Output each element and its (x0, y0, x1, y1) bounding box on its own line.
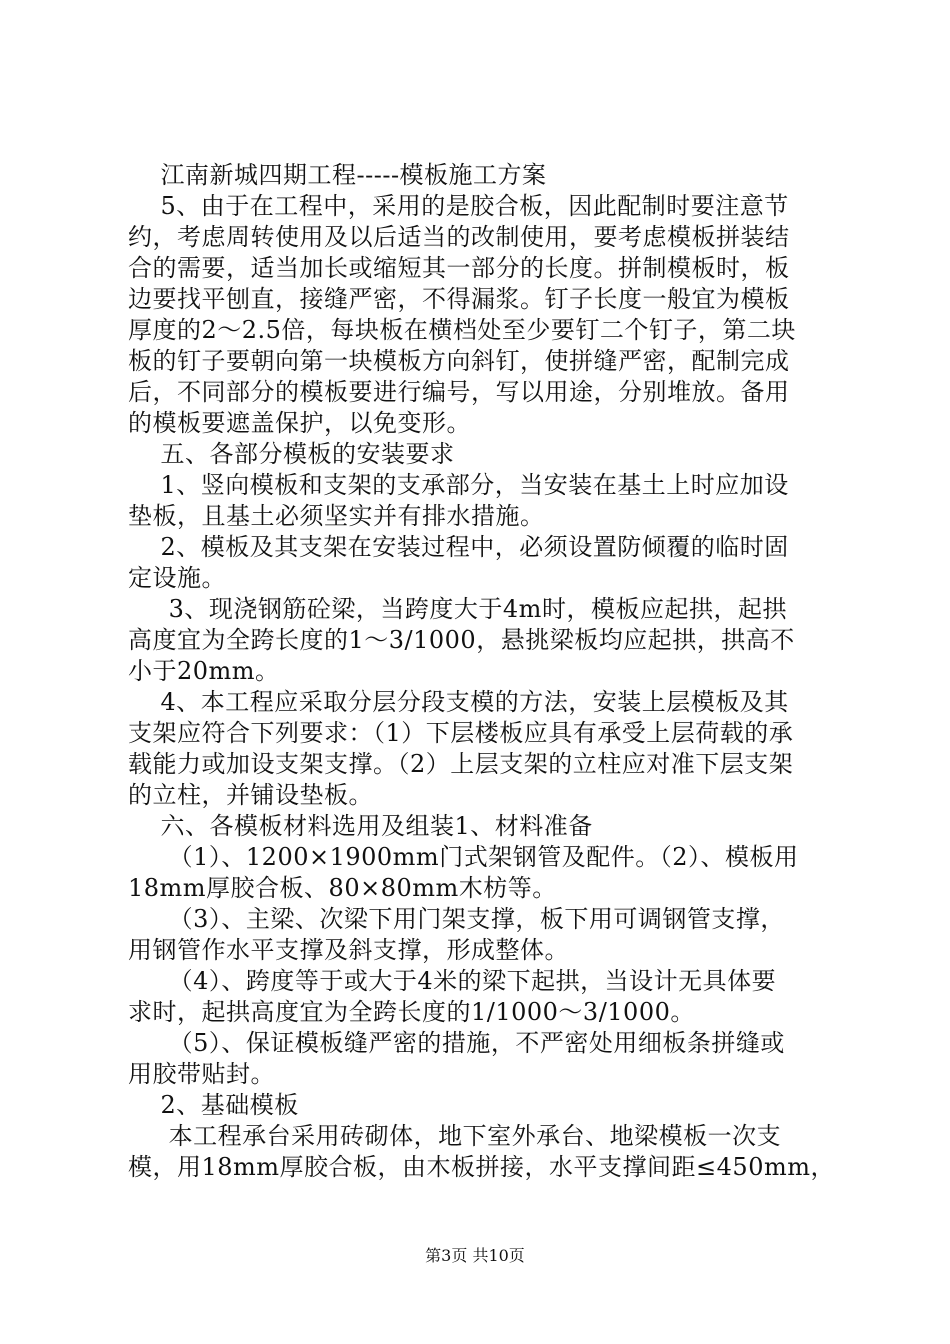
text-line: 边要找平刨直，接缝严密，不得漏浆。钉子长度一般宜为模板 (128, 285, 790, 313)
text-line: 1、竖向模板和支架的支承部分，当安装在基土上时应加设 (128, 471, 789, 499)
text-line: 求时，起拱高度宜为全跨长度的1/1000～3/1000。 (128, 998, 695, 1026)
text-line: 江南新城四期工程-----模板施工方案 (128, 161, 547, 189)
text-line: 2、模板及其支架在安装过程中，必须设置防倾覆的临时固 (128, 533, 789, 561)
text-line: 本工程承台采用砖砌体，地下室外承台、地梁模板一次支 (128, 1122, 782, 1150)
text-line: 4、本工程应采取分层分段支模的方法，安装上层模板及其 (128, 688, 789, 716)
text-line: 厚度的2～2.5倍，每块板在横档处至少要钉二个钉子，第二块 (128, 316, 796, 344)
text-line: 板的钉子要朝向第一块模板方向斜钉，使拼缝严密，配制完成 (128, 347, 790, 375)
text-line: 支架应符合下列要求：（1）下层楼板应具有承受上层荷载的承 (128, 719, 794, 747)
text-line: 六、各模板材料选用及组装1、材料准备 (128, 812, 593, 840)
text-line: 垫板，且基土必须坚实并有排水措施。 (128, 502, 545, 530)
text-line: 3、现浇钢筋砼梁，当跨度大于4m时，模板应起拱，起拱 (128, 595, 787, 623)
text-line: 高度宜为全跨长度的1～3/1000，悬挑梁板均应起拱，拱高不 (128, 626, 795, 654)
text-line: 载能力或加设支架支撑。（2）上层支架的立柱应对准下层支架 (128, 750, 794, 778)
text-line: （1）、1200×1900mm门式架钢管及配件。（2）、模板用 (128, 843, 799, 871)
page-footer: 第3页 共10页 (425, 1246, 525, 1265)
text-line: 五、各部分模板的安装要求 (128, 440, 455, 468)
text-line: 模，用18mm厚胶合板，由木板拼接，水平支撑间距≤450mm， (128, 1153, 835, 1181)
text-line: 5、由于在工程中，采用的是胶合板，因此配制时要注意节 (128, 192, 789, 220)
text-line: （4）、跨度等于或大于4米的梁下起拱，当设计无具体要 (128, 967, 777, 995)
text-line: （3）、主梁、次梁下用门架支撑，板下用可调钢管支撑， (128, 905, 785, 933)
text-line: （5）、保证模板缝严密的措施，不严密处用细板条拼缝或 (128, 1029, 785, 1057)
text-line: 用钢管作水平支撑及斜支撑，形成整体。 (128, 936, 569, 964)
text-line: 小于20mm。 (128, 657, 280, 685)
text-line: 约，考虑周转使用及以后适当的改制使用，要考虑模板拼装结 (128, 223, 790, 251)
text-line: 合的需要，适当加长或缩短其一部分的长度。拼制模板时，板 (128, 254, 790, 282)
text-line: 用胶带贴封。 (128, 1060, 275, 1088)
document-body (128, 160, 834, 1183)
text-line: 2、基础模板 (128, 1091, 299, 1119)
text-line: 18mm厚胶合板、80×80mm木枋等。 (128, 874, 557, 902)
text-line: 定设施。 (128, 564, 226, 592)
text-line: 后，不同部分的模板要进行编号，写以用途，分别堆放。备用 (128, 378, 790, 406)
text-line: 的模板要遮盖保护，以免变形。 (128, 409, 471, 437)
text-line: 的立柱，并铺设垫板。 (128, 781, 373, 809)
